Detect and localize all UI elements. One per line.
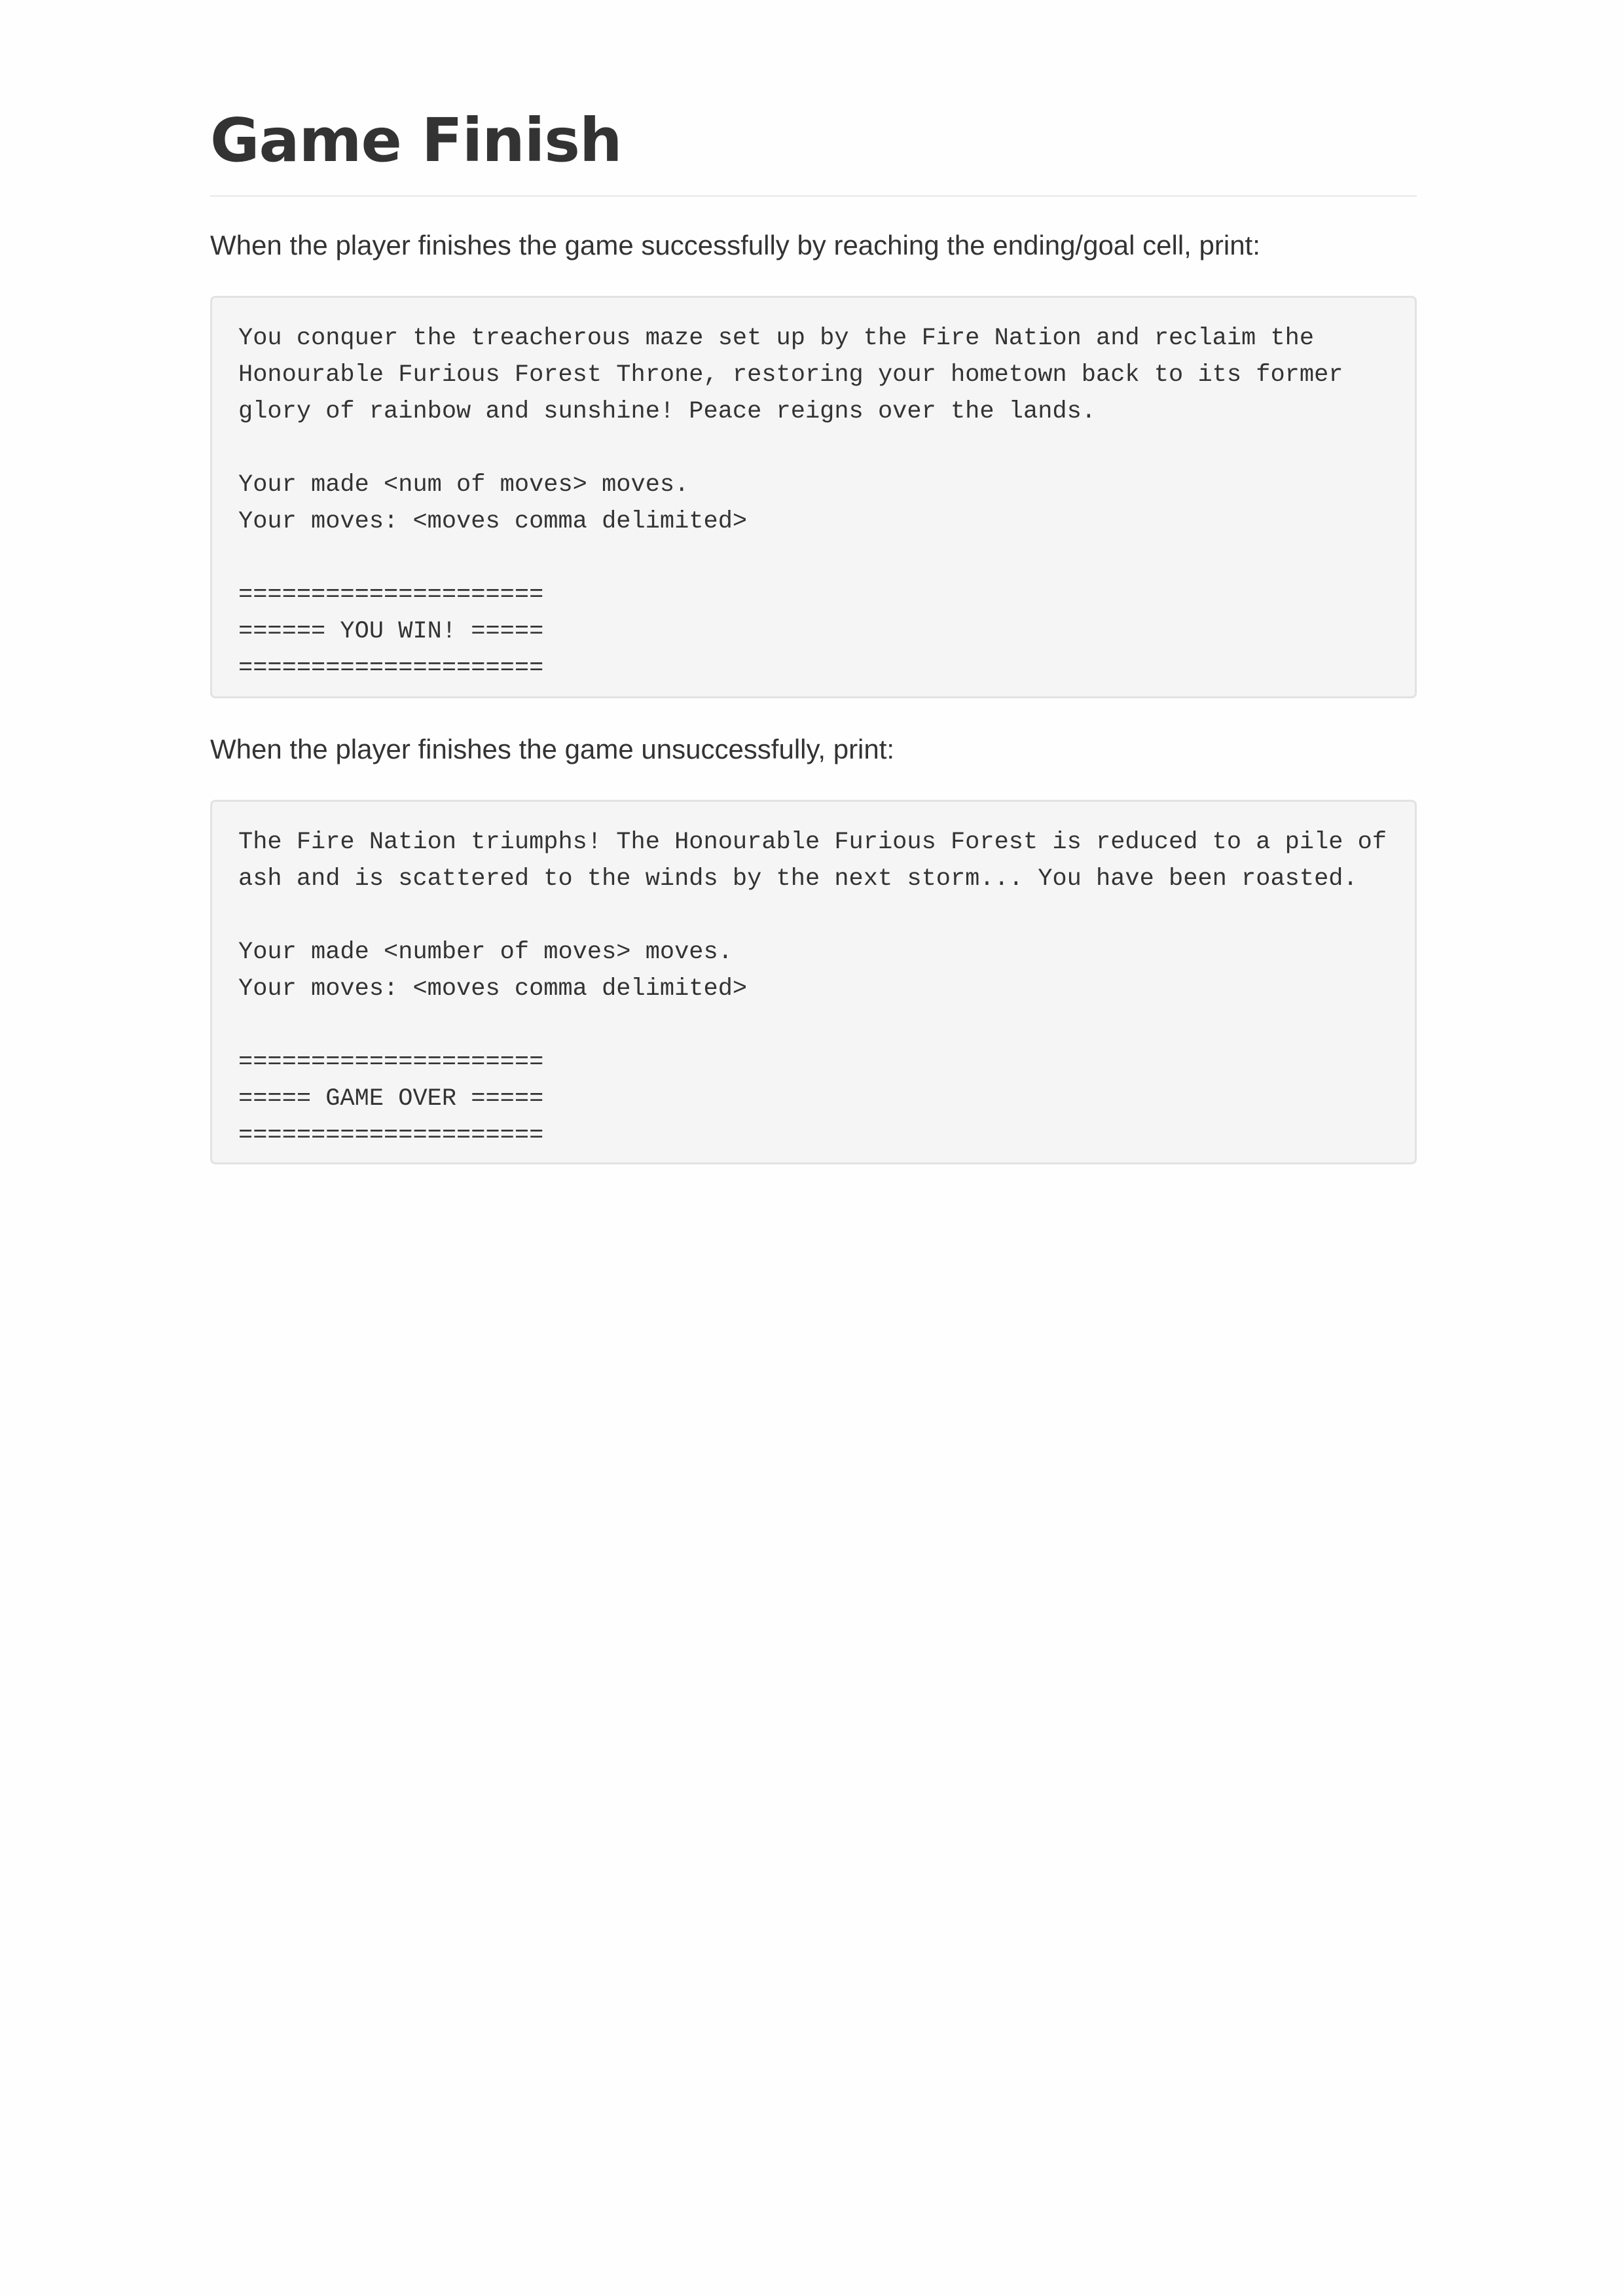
win-output-code-block: You conquer the treacherous maze set up by the Fire Nation and reclaim the Honourable Furious Forest Throne, restoring your hometown back to its former glory of rainbow and sunshine! Peace reigns over the lands. Your made <num of moves> moves. Your moves: <moves comma delimited> ===================== ====== YOU WIN! ===== =====================	[210, 296, 1417, 698]
title-divider	[210, 195, 1417, 197]
lose-intro-paragraph: When the player finishes the game unsuccessfully, print:	[210, 734, 895, 764]
win-intro-paragraph: When the player finishes the game successfully by reaching the ending/goal cell, print:	[210, 230, 1260, 260]
page-title: Game Finish	[210, 105, 622, 175]
lose-output-code-block: The Fire Nation triumphs! The Honourable Furious Forest is reduced to a pile of ash and is scattered to the winds by the next storm... You have been roasted. Your made <number of moves> moves. Your moves: <moves comma delimited> ===================== ===== GAME OVER ===== =====================	[210, 800, 1417, 1164]
